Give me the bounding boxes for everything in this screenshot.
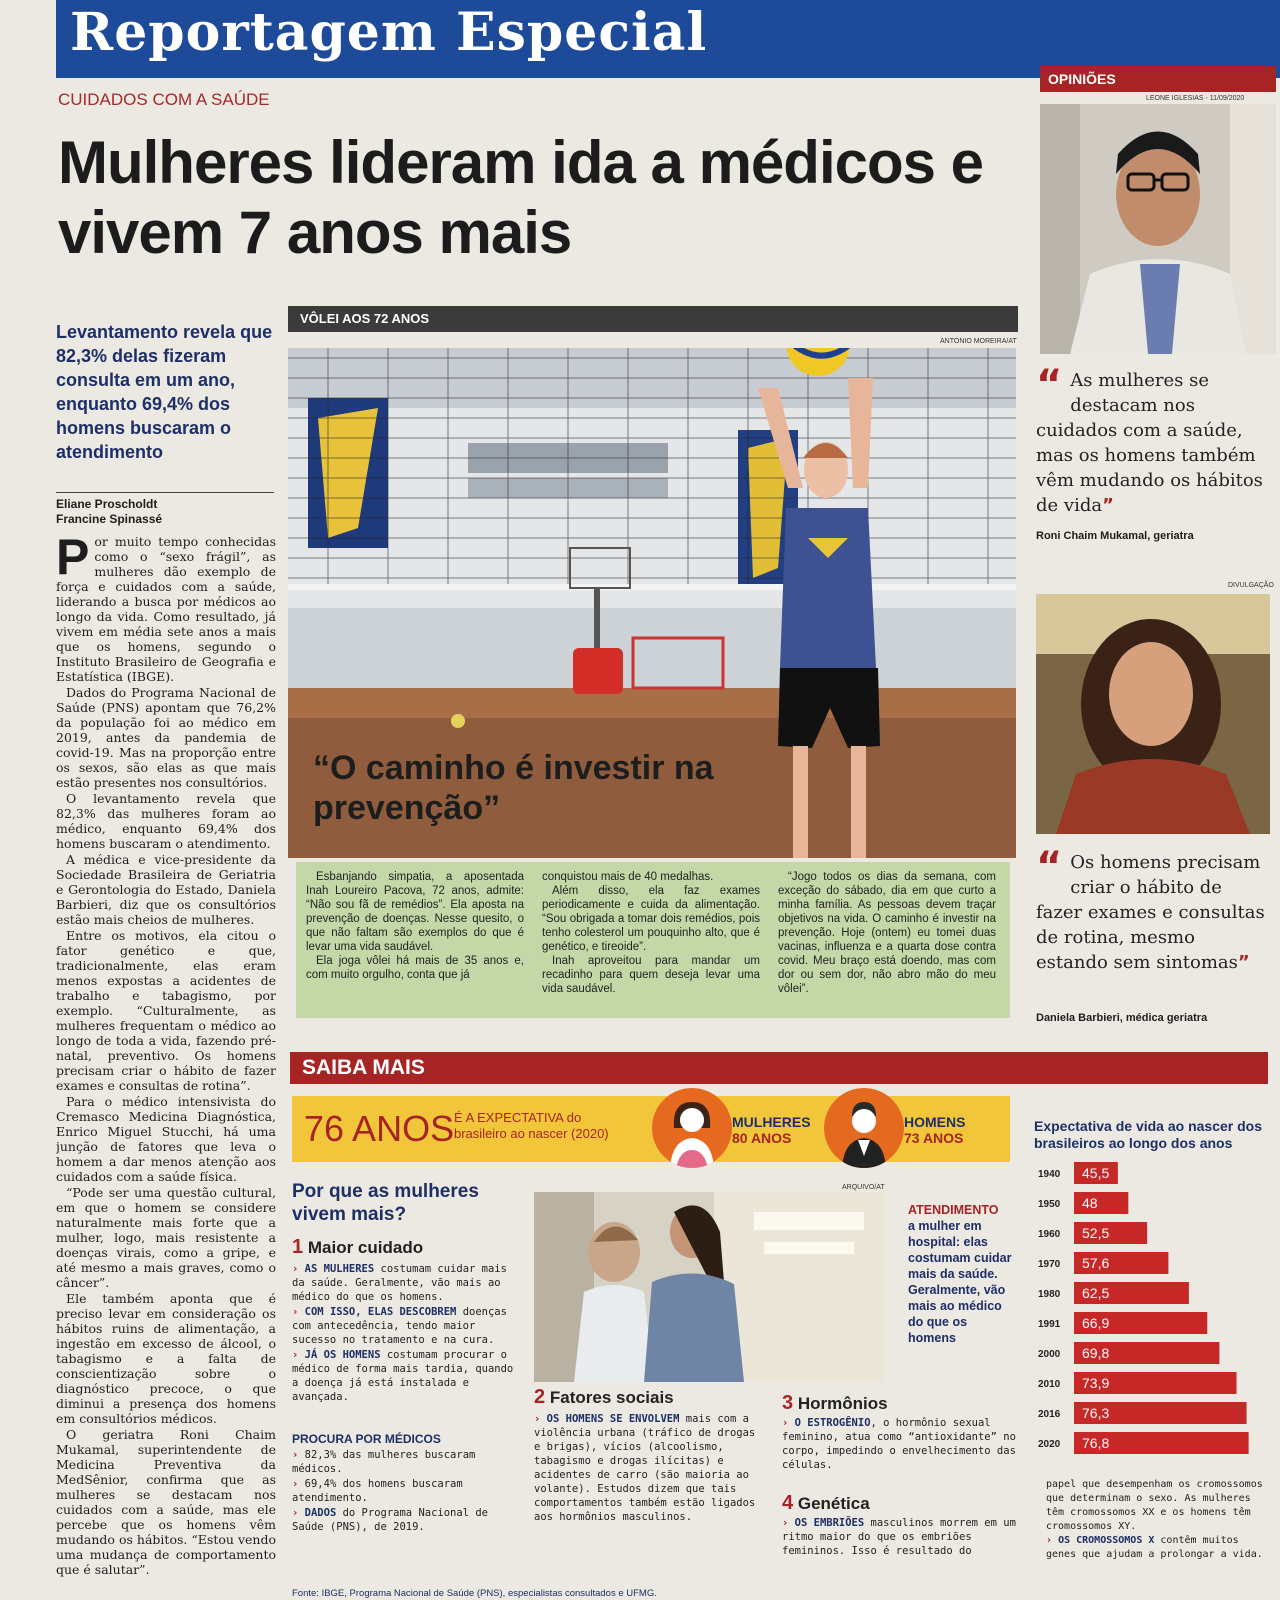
open-quote-icon: “ — [1036, 362, 1063, 408]
body-paragraph: A médica e vice-presidente da Sociedade Brasileira de Geriatria e Gerontologia do Estado, Daniela Barbieri, diz que os consultórios estão mais cheios de mulheres. — [56, 852, 276, 927]
author-2: Francine Spinassé — [56, 512, 163, 526]
profile-box — [296, 862, 1010, 1018]
opinion-quote-2 — [1036, 844, 1266, 975]
genetics-text: papel que desempenham os cromossomos que determinam o sexo. As mulheres têm cromossomos XX e os homens têm cromossomos XY. — [1046, 1479, 1263, 1532]
reason-1-heading — [292, 1236, 423, 1259]
chart-value-label: 57,6 — [1082, 1255, 1110, 1271]
profile-col-2 — [542, 870, 760, 996]
byline — [56, 492, 274, 527]
bullet: › 69,4% dos homens buscaram atendimento. — [292, 1478, 463, 1504]
women-label: MULHERES — [732, 1114, 811, 1130]
men-value: 73 ANOS — [904, 1130, 964, 1146]
chart-year-label: 2016 — [1038, 1409, 1061, 1420]
chart-value-label: 45,5 — [1082, 1165, 1110, 1181]
reason-number: 2 — [534, 1386, 546, 1408]
reason-2-heading — [534, 1386, 674, 1409]
photo-quote: “O caminho é investir na prevenção” — [313, 749, 714, 827]
men-label: HOMENS — [904, 1114, 966, 1130]
chart-value-label: 76,3 — [1082, 1405, 1110, 1421]
opinion-quote-1-text: As mulheres se destacam nos cuidados com a saúde, mas os homens também vêm mudando os hábitos de vida — [1036, 370, 1263, 516]
portrait-roni — [1040, 104, 1276, 354]
opinions-label: OPINIÕES — [1040, 66, 1276, 92]
bullet: › OS CROMOSSOMOS X contêm muitos genes que ajudam a prolongar a vida. — [1046, 1535, 1263, 1560]
man-icon — [824, 1088, 904, 1168]
chart-value-label: 48 — [1082, 1195, 1098, 1211]
sources-note: Fonte: IBGE, Programa Nacional de Saúde (PNS), especialistas consultados e UFMG. — [292, 1588, 657, 1599]
section-title: Reportagem Especial — [70, 2, 708, 63]
why-title: Por que as mulheres vivem mais? — [292, 1181, 479, 1225]
close-quote-icon: ” — [1102, 495, 1114, 516]
hospital-caption — [908, 1202, 1012, 1346]
woman-icon — [652, 1088, 732, 1168]
reason-title: Hormônios — [797, 1394, 888, 1413]
volleyball-photo — [288, 348, 1016, 858]
portrait-daniela — [1036, 594, 1270, 834]
body-paragraph: Ele também aponta que é preciso levar em consideração os hábitos ruins de alimentação, a ingestão em excesso de álcool, o tabagismo e a falta de conscientização sobre o diagnóstico precoce, o que diminui a presença dos homens em consultórios médicos. — [56, 1291, 276, 1426]
procura-title: PROCURA POR MÉDICOS — [292, 1432, 441, 1446]
chart-year-label: 2000 — [1038, 1349, 1061, 1360]
reason-number: 1 — [292, 1236, 304, 1258]
body-paragraph: O levantamento revela que 82,3% das mulheres foram ao médico, enquanto 69,4% dos homens buscaram o atendimento. — [56, 791, 276, 851]
photo-credit: ANTONIO MOREIRA/AT — [940, 338, 1017, 345]
women-stat — [732, 1114, 811, 1146]
close-quote-icon: ” — [1237, 952, 1250, 973]
drop-cap: P — [56, 534, 90, 585]
first-paragraph — [56, 534, 276, 684]
hospital-caption-head: ATENDIMENTO — [908, 1203, 999, 1217]
bullet: › COM ISSO, ELAS DESCOBREM doenças com antecedência, tendo maior sucesso no tratamento e na cura. — [292, 1306, 507, 1346]
body-paragraph: Entre os motivos, ela citou o fator genético e que, tradicionalmente, elas eram menos expostas a acidentes de trabalho e tabagismo, por exemplo. “Culturalmente, as mulheres frequentam o médico ao longo de toda a vida, fazendo pré-natal, preventivo. Os homens precisam criar o hábito de fazer exames e consultas de rotina”. — [56, 928, 276, 1093]
reason-title: Fatores sociais — [549, 1388, 674, 1407]
reason-3-bullets — [782, 1416, 1018, 1473]
reason-number: 3 — [782, 1392, 794, 1414]
profile-paragraph: “Jogo todos os dias da semana, com exceção do sábado, dia em que curto a minha família. As pessoas devem traçar objetivos na vida. O caminho é investir na prevenção. Hoje (ontem) eu tomei duas vacinas, influenza e a quarta dose contra covid. Meu braço está doendo, mas com dor ou sem dor, não abro mão do meu vôlei”. — [778, 871, 996, 995]
hospital-credit: ARQUIVO/AT — [842, 1184, 885, 1191]
profile-paragraph: Ela joga vôlei há mais de 35 anos e, com muito orgulho, conta que já — [306, 955, 524, 981]
portrait-2-credit: DIVULGAÇÃO — [1228, 582, 1274, 589]
reason-title: Maior cuidado — [307, 1238, 424, 1257]
stat-big-value: 76 ANOS — [304, 1108, 455, 1149]
author-1: Eliane Proscholdt — [56, 497, 158, 511]
opinion-author-2: Daniela Barbieri, médica geriatra — [1036, 1012, 1208, 1024]
reason-4-bullets — [782, 1516, 1018, 1559]
profile-paragraph: Além disso, ela faz exames periodicamente e cuida da alimentação. “Sou obrigada a tomar dois remédios, pois tenho colesterol um pouquinho alto, que é genético, e tireoide”. — [542, 885, 760, 953]
opinion-quote-2-text: Os homens precisam criar o hábito de fazer exames e consultas de rotina, mesmo estando sem sintomas — [1036, 852, 1265, 973]
hospital-illustration — [534, 1192, 884, 1382]
bullet: › OS EMBRIÕES masculinos morrem em um ritmo maior do que os embriões femininos. Isso é resultado do — [782, 1517, 1016, 1557]
bullet: › O ESTROGÊNIO, o hormônio sexual feminino, atua como “antioxidante” no corpo, impedindo o envelhecimento das células. — [782, 1417, 1016, 1471]
open-quote-icon: “ — [1036, 844, 1063, 890]
reason-3-heading — [782, 1392, 888, 1415]
portrait-daniela-illustration — [1036, 594, 1270, 834]
chart-year-label: 1940 — [1038, 1169, 1061, 1180]
chart-year-label: 1960 — [1038, 1229, 1061, 1240]
reason-title: Genética — [797, 1494, 870, 1513]
chart-value-label: 52,5 — [1082, 1225, 1110, 1241]
profile-col-3 — [778, 870, 996, 996]
opinion-author-1: Roni Chaim Mukamal, geriatra — [1036, 530, 1194, 542]
portrait-1-credit: LEONE IGLESIAS - 11/09/2020 — [1146, 95, 1245, 102]
life-expectancy-chart — [1036, 1160, 1268, 1466]
profile-col-1 — [306, 870, 524, 982]
bullet: › AS MULHERES costumam cuidar mais da saúde. Geralmente, vão mais ao médico do que os homens. — [292, 1263, 507, 1303]
saiba-mais-header: SAIBA MAIS — [290, 1052, 1268, 1084]
profile-paragraph: conquistou mais de 40 medalhas. — [542, 871, 714, 883]
body-paragraph: “Pode ser uma questão cultural, em que o homem se considere naturalmente mais forte que a mulher, logo, mais resistente a doenças virais, como a gripe, e até mesmo a mais graves, como o câncer”. — [56, 1185, 276, 1290]
chart-year-label: 1980 — [1038, 1289, 1061, 1300]
women-value: 80 ANOS — [732, 1130, 792, 1146]
hospital-caption-text: a mulher em hospital: elas costumam cuidar mais da saúde. Geralmente, vão mais ao médico do que os homens — [908, 1219, 1012, 1345]
profile-paragraph: Esbanjando simpatia, a aposentada Inah Loureiro Pacova, 72 anos, admite: “Não sou fã de remédios”. Ela aposta na prevenção de doenças. Nesse quesito, o que não faltam são exemplos do que é levar uma vida saudável. — [306, 871, 524, 953]
body-paragraph: O geriatra Roni Chaim Mukamal, superintendente de Medicina Preventiva da MedSênior, confirma que as mulheres se destacam nos cuidados com a saúde, mas ele percebe que os homens vêm mudando os hábitos. “Estou vendo uma mudança de comportamento que é salutar”. — [56, 1427, 276, 1577]
chart-year-label: 2010 — [1038, 1379, 1061, 1390]
bullet: › DADOS do Programa Nacional de Saúde (PNS), de 2019. — [292, 1507, 488, 1533]
profile-paragraph: Inah aproveitou para mandar um recadinho para quem deseja levar uma vida saudável. — [542, 955, 760, 995]
headline: Mulheres lideram ida a médicos e vivem 7 anos mais — [58, 129, 984, 266]
first-paragraph-text: or muito tempo conhecidas como o “sexo frágil”, as mulheres dão exemplo de força e cuidados com a saúde, liderando a busca por médicos ao longo da vida. Como resultado, já vivem em média sete anos a mais que os homens, segundo o Instituto Brasileiro de Geografia e Estatística (IBGE). — [56, 534, 276, 684]
chart-year-label: 2020 — [1038, 1439, 1061, 1450]
chart-value-label: 62,5 — [1082, 1285, 1110, 1301]
life-expectancy-banner — [292, 1096, 1010, 1162]
chart-year-label: 1970 — [1038, 1259, 1061, 1270]
reason-1-bullets — [292, 1262, 520, 1405]
bullet: › 82,3% das mulheres buscaram médicos. — [292, 1449, 476, 1475]
chart-year-label: 1950 — [1038, 1199, 1061, 1210]
chart-year-label: 1991 — [1038, 1319, 1061, 1330]
kicker: CUIDADOS COM A SAÚDE — [58, 90, 270, 109]
reason-2-bullets — [534, 1412, 756, 1525]
lead-paragraph: Levantamento revela que 82,3% delas fizeram consulta em um ano, enquanto 69,4% dos homens buscaram o atendimento — [56, 322, 273, 462]
procura-bullets — [292, 1448, 520, 1535]
chart-title: Expectativa de vida ao nascer dos brasileiros ao longo dos anos — [1034, 1118, 1262, 1151]
bullet: › JÁ OS HOMENS costumam procurar o médico de forma mais tardia, quando a doença já está instalada e avançada. — [292, 1349, 514, 1403]
chart-value-label: 76,8 — [1082, 1435, 1110, 1451]
chart-value-label: 73,9 — [1082, 1375, 1110, 1391]
reason-number: 4 — [782, 1492, 794, 1514]
body-paragraph: Para o médico intensivista do Cremasco Medicina Diagnóstica, Enrico Miguel Stucchi, há uma junção de fatores que leva o homem a dar menos atenção aos cuidados com a saúde física. — [56, 1094, 276, 1184]
genetics-continuation — [1046, 1478, 1272, 1562]
hospital-photo — [534, 1192, 884, 1382]
bullet: › OS HOMENS SE ENVOLVEM mais com a violência urbana (tráfico de drogas e brigas), vícios (alcoolismo, tabagismo e drogas ilícitas) e acidentes de carro (são maioria ao volante). Estudos dizem que tais comportamentos também estão ligados aos hormônios masculinos. — [534, 1413, 756, 1523]
body-paragraph: Dados do Programa Nacional de Saúde (PNS) apontam que 76,2% da população foi ao médico em 2019, antes da pandemia de covid-19. Mas na proporção entre os sexos, são elas as que mais estão presentes nos consultórios. — [56, 685, 276, 790]
reason-4-heading — [782, 1492, 870, 1515]
chart-value-label: 66,9 — [1082, 1315, 1110, 1331]
opinion-quote-1 — [1036, 362, 1266, 518]
photo-label: VÔLEI AOS 72 ANOS — [288, 306, 1018, 332]
chart-value-label: 69,8 — [1082, 1345, 1110, 1361]
portrait-roni-illustration — [1040, 104, 1276, 354]
men-stat — [904, 1114, 965, 1146]
stat-description: É A EXPECTATIVA do brasileiro ao nascer (2020) — [454, 1110, 609, 1141]
article-body — [56, 534, 276, 1590]
